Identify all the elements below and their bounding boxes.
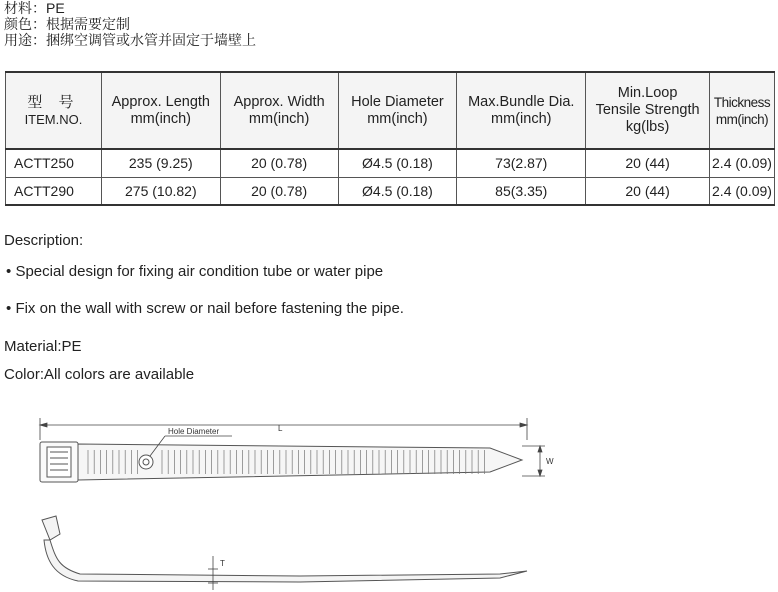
header-hole-diameter: Hole Diameter mm(inch) (338, 72, 457, 149)
cable-tie-top-view (40, 442, 522, 482)
bullet-text: Special design for fixing air condition tube or water pipe (15, 263, 384, 280)
description-bullet-1 (6, 263, 383, 280)
width-dimension (522, 446, 545, 476)
meta-color: 颜色：根据需要定制 (4, 16, 130, 32)
cell-model: ACTT250 (6, 149, 102, 177)
cell-width: 20 (0.78) (220, 177, 338, 205)
description-heading: Description: (4, 232, 84, 249)
header-width: Approx. Width mm(inch) (220, 72, 338, 149)
cell-length: 275 (10.82) (101, 177, 220, 205)
spec-table (5, 71, 775, 206)
meta-material: 材料：PE (4, 0, 65, 16)
thickness-dimension (208, 556, 218, 590)
bullet-text: Fix on the wall with screw or nail before fastening the pipe. (15, 300, 404, 317)
chinese-spec-block (4, 0, 256, 48)
description-bullet-2 (6, 300, 404, 317)
header-item-no: 型 号 ITEM.NO. (6, 72, 102, 149)
header-bundle-dia: Max.Bundle Dia. mm(inch) (457, 72, 586, 149)
header-tensile-strength: Min.Loop Tensile Strength kg(lbs) (586, 72, 710, 149)
cell-width: 20 (0.78) (220, 149, 338, 177)
cell-thickness: 2.4 (0.09) (709, 149, 774, 177)
thickness-label: T (220, 559, 225, 568)
color-line: Color:All colors are available (4, 366, 195, 383)
header-thickness: Thickness mm(inch) (709, 72, 774, 149)
cell-thickness: 2.4 (0.09) (709, 177, 774, 205)
cell-model: ACTT290 (6, 177, 102, 205)
length-dimension (40, 418, 527, 440)
cable-tie-drawing (0, 410, 778, 592)
cell-tensile: 20 (44) (586, 149, 710, 177)
bullet-dot: • (6, 263, 12, 280)
width-label: W (546, 457, 554, 466)
length-label: L (278, 424, 283, 433)
header-length: Approx. Length mm(inch) (101, 72, 220, 149)
bullet-dot: • (6, 300, 12, 317)
cell-bundle: 73(2.87) (457, 149, 586, 177)
table-row (6, 149, 775, 177)
cell-length: 235 (9.25) (101, 149, 220, 177)
hole-diameter-label: Hole Diameter (168, 427, 220, 436)
table-header-row (6, 72, 775, 149)
material-line: Material:PE (4, 338, 82, 355)
cell-tensile: 20 (44) (586, 177, 710, 205)
table-row (6, 177, 775, 205)
cable-tie-side-view (42, 516, 527, 582)
cell-bundle: 85(3.35) (457, 177, 586, 205)
meta-usage: 用途：捆绑空调管或水管并固定于墙壁上 (4, 32, 256, 48)
cell-hole: Ø4.5 (0.18) (338, 177, 457, 205)
cell-hole: Ø4.5 (0.18) (338, 149, 457, 177)
